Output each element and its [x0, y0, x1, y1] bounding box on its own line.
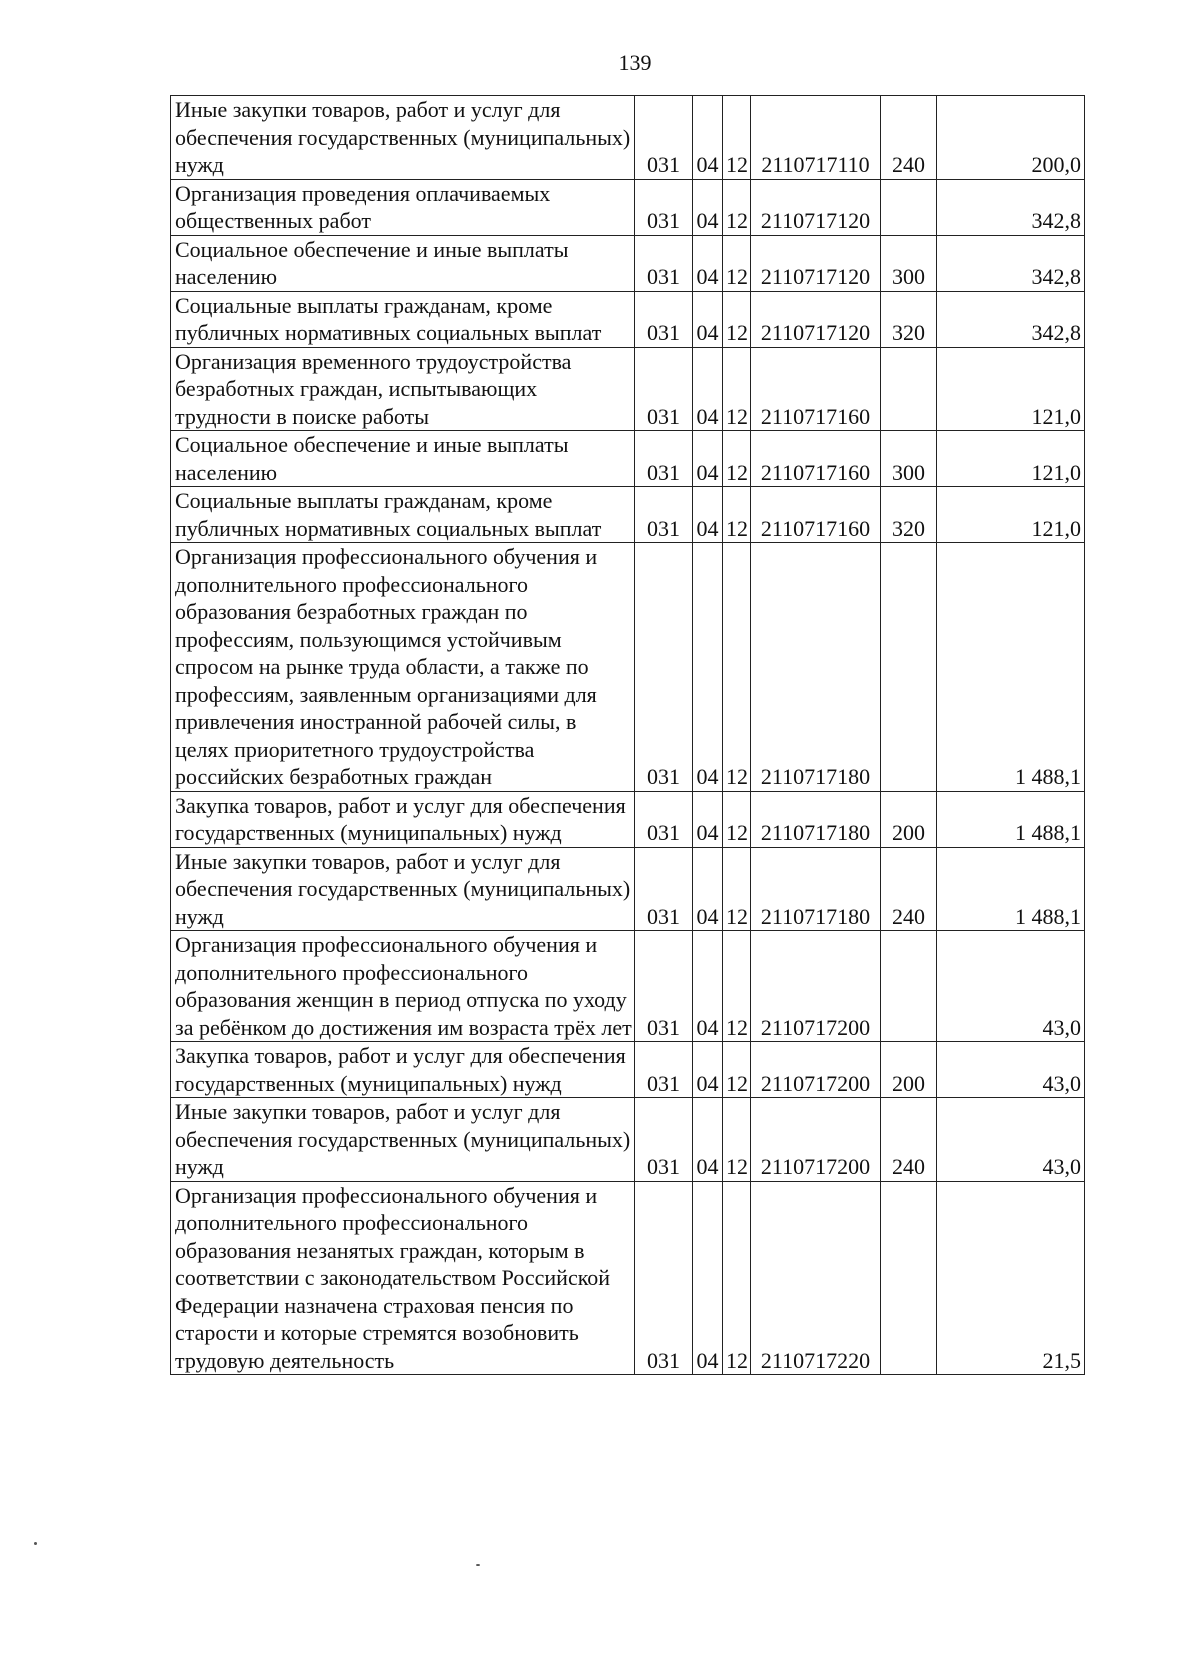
item-name: Социальные выплаты гражданам, кроме публичных нормативных социальных выплат — [171, 487, 635, 543]
ministry-code: 031 — [635, 431, 693, 487]
amount-value: 1 488,1 — [937, 791, 1085, 847]
ministry-code: 031 — [635, 487, 693, 543]
item-name: Социальное обеспечение и иные выплаты населению — [171, 235, 635, 291]
ministry-code: 031 — [635, 791, 693, 847]
item-name: Организация профессионального обучения и дополнительного профессионального образования незанятых граждан, которым в соответствии с законодательством Российской Федерации назначена страховая пенсия по старости и которые стремятся возобновить трудовую деятельность — [171, 1181, 635, 1375]
item-name: Закупка товаров, работ и услуг для обеспечения государственных (муниципальных) нужд — [171, 791, 635, 847]
section-code: 04 — [693, 791, 723, 847]
amount-value: 43,0 — [937, 1098, 1085, 1182]
item-name: Иные закупки товаров, работ и услуг для обеспечения государственных (муниципальных) нужд — [171, 847, 635, 931]
target-article-code: 2110717200 — [751, 1098, 881, 1182]
expense-type-code: 200 — [881, 791, 937, 847]
amount-value: 342,8 — [937, 235, 1085, 291]
subsection-code: 12 — [723, 791, 751, 847]
section-code: 04 — [693, 431, 723, 487]
table-row — [171, 1042, 1085, 1098]
section-code: 04 — [693, 847, 723, 931]
table-row — [171, 431, 1085, 487]
item-name: Социальные выплаты гражданам, кроме публичных нормативных социальных выплат — [171, 291, 635, 347]
section-code: 04 — [693, 931, 723, 1042]
amount-value: 200,0 — [937, 96, 1085, 180]
expense-type-code: 300 — [881, 431, 937, 487]
table-row — [171, 487, 1085, 543]
subsection-code: 12 — [723, 431, 751, 487]
subsection-code: 12 — [723, 1042, 751, 1098]
item-name: Организация профессионального обучения и дополнительного профессионального образования женщин в период отпуска по уходу за ребёнком до достижения им возраста трёх лет — [171, 931, 635, 1042]
table-row — [171, 847, 1085, 931]
item-name: Организация проведения оплачиваемых общественных работ — [171, 179, 635, 235]
section-code: 04 — [693, 291, 723, 347]
table-row — [171, 1181, 1085, 1375]
amount-value: 1 488,1 — [937, 847, 1085, 931]
expense-type-code — [881, 179, 937, 235]
target-article-code: 2110717160 — [751, 431, 881, 487]
ministry-code: 031 — [635, 931, 693, 1042]
budget-table — [170, 95, 1085, 1375]
amount-value: 342,8 — [937, 179, 1085, 235]
target-article-code: 2110717200 — [751, 1042, 881, 1098]
table-row — [171, 1098, 1085, 1182]
target-article-code: 2110717220 — [751, 1181, 881, 1375]
item-name: Иные закупки товаров, работ и услуг для обеспечения государственных (муниципальных) нужд — [171, 1098, 635, 1182]
ministry-code: 031 — [635, 1098, 693, 1182]
table-row — [171, 931, 1085, 1042]
table-row — [171, 543, 1085, 792]
target-article-code: 2110717200 — [751, 931, 881, 1042]
expense-type-code — [881, 347, 937, 431]
amount-value: 21,5 — [937, 1181, 1085, 1375]
table-row — [171, 96, 1085, 180]
target-article-code: 2110717160 — [751, 487, 881, 543]
table-row — [171, 179, 1085, 235]
amount-value: 342,8 — [937, 291, 1085, 347]
item-name: Организация профессионального обучения и дополнительного профессионального образования безработных граждан по профессиям, пользующимся устойчивым спросом на рынке труда области, а также по профессиям, заявленным организациями для привлечения иностранной рабочей силы, в целях приоритетного трудоустройства российских безработных граждан — [171, 543, 635, 792]
expense-type-code: 300 — [881, 235, 937, 291]
page-number: 139 — [618, 50, 652, 75]
item-name: Социальное обеспечение и иные выплаты населению — [171, 431, 635, 487]
ministry-code: 031 — [635, 235, 693, 291]
scan-speck — [476, 1564, 480, 1566]
section-code: 04 — [693, 1098, 723, 1182]
subsection-code: 12 — [723, 1098, 751, 1182]
amount-value: 121,0 — [937, 487, 1085, 543]
ministry-code: 031 — [635, 1181, 693, 1375]
scan-speck — [34, 1542, 37, 1545]
ministry-code: 031 — [635, 179, 693, 235]
ministry-code: 031 — [635, 543, 693, 792]
target-article-code: 2110717120 — [751, 291, 881, 347]
subsection-code: 12 — [723, 291, 751, 347]
target-article-code: 2110717110 — [751, 96, 881, 180]
expense-type-code: 320 — [881, 487, 937, 543]
ministry-code: 031 — [635, 96, 693, 180]
amount-value: 43,0 — [937, 1042, 1085, 1098]
expense-type-code — [881, 1181, 937, 1375]
table-row — [171, 347, 1085, 431]
section-code: 04 — [693, 1042, 723, 1098]
table-row — [171, 291, 1085, 347]
subsection-code: 12 — [723, 847, 751, 931]
expense-type-code — [881, 931, 937, 1042]
section-code: 04 — [693, 1181, 723, 1375]
ministry-code: 031 — [635, 1042, 693, 1098]
section-code: 04 — [693, 179, 723, 235]
expense-type-code: 200 — [881, 1042, 937, 1098]
target-article-code: 2110717160 — [751, 347, 881, 431]
expense-type-code: 320 — [881, 291, 937, 347]
subsection-code: 12 — [723, 347, 751, 431]
table-row — [171, 235, 1085, 291]
target-article-code: 2110717120 — [751, 235, 881, 291]
subsection-code: 12 — [723, 96, 751, 180]
table-body — [171, 96, 1085, 1375]
subsection-code: 12 — [723, 1181, 751, 1375]
table-row — [171, 791, 1085, 847]
subsection-code: 12 — [723, 487, 751, 543]
expense-type-code: 240 — [881, 1098, 937, 1182]
subsection-code: 12 — [723, 543, 751, 792]
target-article-code: 2110717180 — [751, 543, 881, 792]
item-name: Организация временного трудоустройства безработных граждан, испытывающих трудности в поиске работы — [171, 347, 635, 431]
ministry-code: 031 — [635, 347, 693, 431]
expense-type-code: 240 — [881, 847, 937, 931]
target-article-code: 2110717180 — [751, 791, 881, 847]
ministry-code: 031 — [635, 847, 693, 931]
subsection-code: 12 — [723, 179, 751, 235]
subsection-code: 12 — [723, 931, 751, 1042]
item-name: Закупка товаров, работ и услуг для обеспечения государственных (муниципальных) нужд — [171, 1042, 635, 1098]
ministry-code: 031 — [635, 291, 693, 347]
amount-value: 43,0 — [937, 931, 1085, 1042]
expense-type-code — [881, 543, 937, 792]
section-code: 04 — [693, 487, 723, 543]
section-code: 04 — [693, 543, 723, 792]
subsection-code: 12 — [723, 235, 751, 291]
expense-type-code: 240 — [881, 96, 937, 180]
target-article-code: 2110717120 — [751, 179, 881, 235]
section-code: 04 — [693, 347, 723, 431]
section-code: 04 — [693, 235, 723, 291]
target-article-code: 2110717180 — [751, 847, 881, 931]
item-name: Иные закупки товаров, работ и услуг для обеспечения государственных (муниципальных) нужд — [171, 96, 635, 180]
amount-value: 121,0 — [937, 431, 1085, 487]
amount-value: 121,0 — [937, 347, 1085, 431]
amount-value: 1 488,1 — [937, 543, 1085, 792]
section-code: 04 — [693, 96, 723, 180]
